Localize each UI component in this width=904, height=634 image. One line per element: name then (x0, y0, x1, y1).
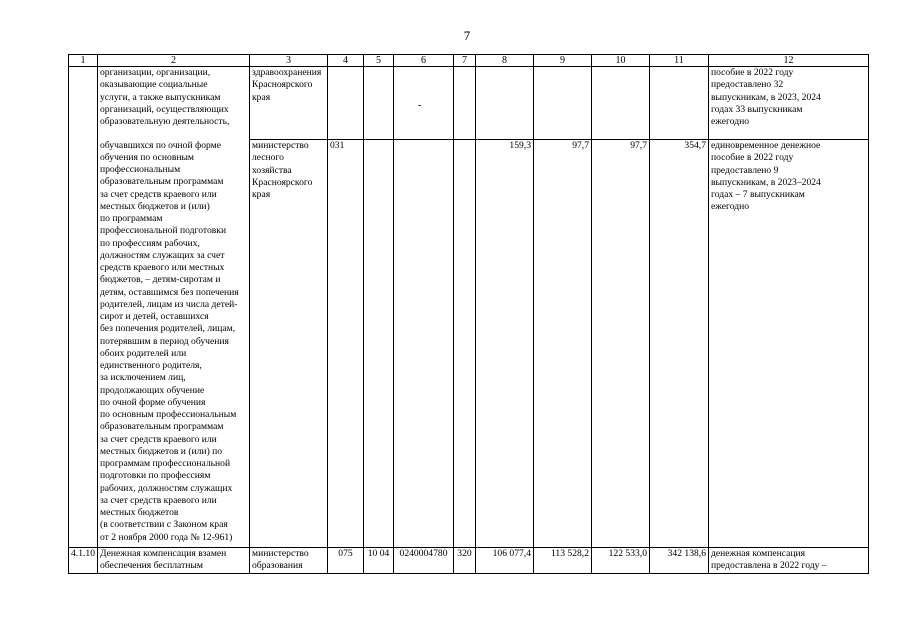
text-line: за счет средств краевого или (100, 494, 217, 506)
text-line: без попечения родителей, лицам, (100, 323, 236, 335)
cell-executor (250, 140, 328, 548)
header-cell: 12 (709, 55, 869, 67)
cell-2022: 106 077,4 (476, 548, 534, 574)
header-cell: 11 (650, 55, 709, 67)
text-line: единственного родителя, (100, 360, 202, 371)
cell-2023: 97,7 (534, 140, 592, 548)
cell-csr: 0240004780 (394, 548, 454, 574)
text-line: продолжающих обучение (100, 384, 205, 396)
table-row (69, 67, 869, 140)
text-line: Денежная компенсация взамен (100, 548, 227, 559)
cell-executor (250, 548, 328, 574)
header-cell: 10 (592, 55, 650, 67)
text-line: выпускникам, в 2023–2024 (711, 176, 821, 188)
text-line: средств краевого или местных (100, 262, 225, 273)
cell-description (98, 548, 250, 574)
text-line: годах – 7 выпускникам (711, 189, 805, 200)
text-line: обучения по основным (100, 151, 195, 163)
text-line: образования (252, 560, 303, 572)
cell-csr (394, 140, 454, 548)
cell-note (709, 548, 869, 574)
header-cell: 7 (454, 55, 476, 67)
cell-csr (394, 67, 454, 140)
text-line: пособие в 2022 году (711, 152, 794, 164)
header-cell: 8 (476, 55, 534, 67)
text-line: услуги, а также выпускникам (100, 91, 221, 103)
text-line: Красноярского (252, 176, 313, 188)
header-cell: 9 (534, 55, 592, 67)
text-line: образовательным программам (100, 421, 224, 433)
text-line: подготовки по профессиям (100, 470, 211, 482)
text-line: по профессиям рабочих, (100, 237, 200, 249)
text-line: профессиональным (100, 164, 181, 175)
cell-rz-pr (364, 67, 394, 140)
cell-rz-pr (364, 140, 394, 548)
cell-description (98, 67, 250, 140)
text-line: организации, организации, (100, 67, 211, 78)
text-line: детям, оставшимся без попечения (100, 286, 239, 298)
text-line: потерявшим в период обучения (100, 335, 229, 347)
text-line: по программам (100, 213, 163, 224)
cell-2024: 97,7 (592, 140, 650, 548)
text-line: (в соответствии с Законом края (100, 519, 228, 531)
cell-num: 4.1.10 (69, 548, 98, 574)
text-line: программам профессиональной (100, 458, 231, 469)
cell-2024 (592, 67, 650, 140)
header-cell: 4 (328, 55, 364, 67)
text-line: предоставлена в 2022 году – (711, 560, 827, 572)
text-line: обоих родителей или (100, 347, 187, 359)
cell-executor (250, 67, 328, 140)
text-line: от 2 ноября 2000 года № 12-961) (100, 531, 233, 543)
text-line: местных бюджетов и (или) (100, 200, 210, 212)
text-line: лесного (252, 152, 284, 164)
cell-total (650, 67, 709, 140)
text-line: обучавшихся по очной форме (100, 139, 221, 151)
text-line: по основным профессиональным (100, 409, 237, 420)
text-line: профессиональной подготовки (100, 225, 227, 237)
cell-description (98, 140, 250, 548)
cell-num (69, 67, 98, 140)
header-cell: 6 (394, 55, 454, 67)
text-line: денежная компенсация (711, 548, 806, 559)
text-line: образовательную деятельность, (100, 116, 230, 127)
text-line: за исключением лиц, (100, 372, 186, 384)
text-line: родителей, лицам из числа детей- (100, 298, 238, 310)
text-line: ежегодно (711, 116, 750, 127)
cell-vr (454, 140, 476, 548)
cell-grbs (328, 67, 364, 140)
cell-2022 (476, 67, 534, 140)
text-line: образовательным программам (100, 176, 224, 188)
text-line: предоставлено 9 (711, 164, 779, 176)
text-line: обеспечения бесплатным (100, 560, 203, 572)
cell-total: 342 138,6 (650, 548, 709, 574)
text-line: местных бюджетов и (или) по (100, 445, 223, 457)
text-line: по очной форме обучения (100, 396, 206, 408)
header-cell: 3 (250, 55, 328, 67)
text-line: бюджетов, – детям-сиротам и (100, 274, 221, 286)
text-line: годах 33 выпускникам (711, 103, 803, 115)
cell-note (709, 140, 869, 548)
text-line: единовременное денежное (711, 140, 821, 151)
table-row (69, 140, 869, 548)
header-cell: 1 (69, 55, 98, 67)
text-line: выпускникам, в 2023, 2024 (711, 91, 821, 103)
table-row (69, 548, 869, 574)
header-cell: 2 (98, 55, 250, 67)
page-number: 7 (463, 28, 471, 43)
cell-2024: 122 533,0 (592, 548, 650, 574)
text-line: оказывающие социальные (100, 79, 208, 91)
cell-total: 354,7 (650, 140, 709, 548)
cell-2022: 159,3 (476, 140, 534, 548)
text-line: должностям служащих за счет (100, 249, 225, 261)
cell-grbs: 075 (328, 548, 364, 574)
text-line: за счет средств краевого или (100, 433, 217, 445)
text-line: пособие в 2022 году (711, 67, 794, 78)
text-line: Красноярского (252, 79, 313, 91)
header-row (69, 55, 869, 67)
text-line: края (252, 91, 271, 103)
cell-vr: 320 (454, 548, 476, 574)
text-line: местных бюджетов (100, 507, 179, 518)
text-line: за счет средств краевого или (100, 188, 217, 200)
budget-table (68, 54, 869, 574)
cell-num (69, 140, 98, 548)
text-line: ежегодно (711, 201, 750, 213)
text-line: сирот и детей, оставшихся (100, 311, 209, 322)
cell-rz-pr: 10 04 (364, 548, 394, 574)
cell-grbs: 031 (328, 140, 364, 548)
stray-mark: - (418, 100, 422, 111)
header-cell: 5 (364, 55, 394, 67)
text-line: предоставлено 32 (711, 79, 784, 91)
cell-note (709, 67, 869, 140)
text-line: края (252, 189, 271, 200)
text-line: хозяйства (252, 164, 292, 176)
cell-vr (454, 67, 476, 140)
cell-2023: 113 528,2 (534, 548, 592, 574)
text-line: рабочих, должностям служащих (100, 482, 233, 494)
text-line: организаций, осуществляющих (100, 103, 229, 115)
cell-2023 (534, 67, 592, 140)
text-line: министерство (252, 548, 309, 559)
text-line: министерство (252, 140, 309, 151)
text-line: здравоохранения (252, 67, 322, 78)
